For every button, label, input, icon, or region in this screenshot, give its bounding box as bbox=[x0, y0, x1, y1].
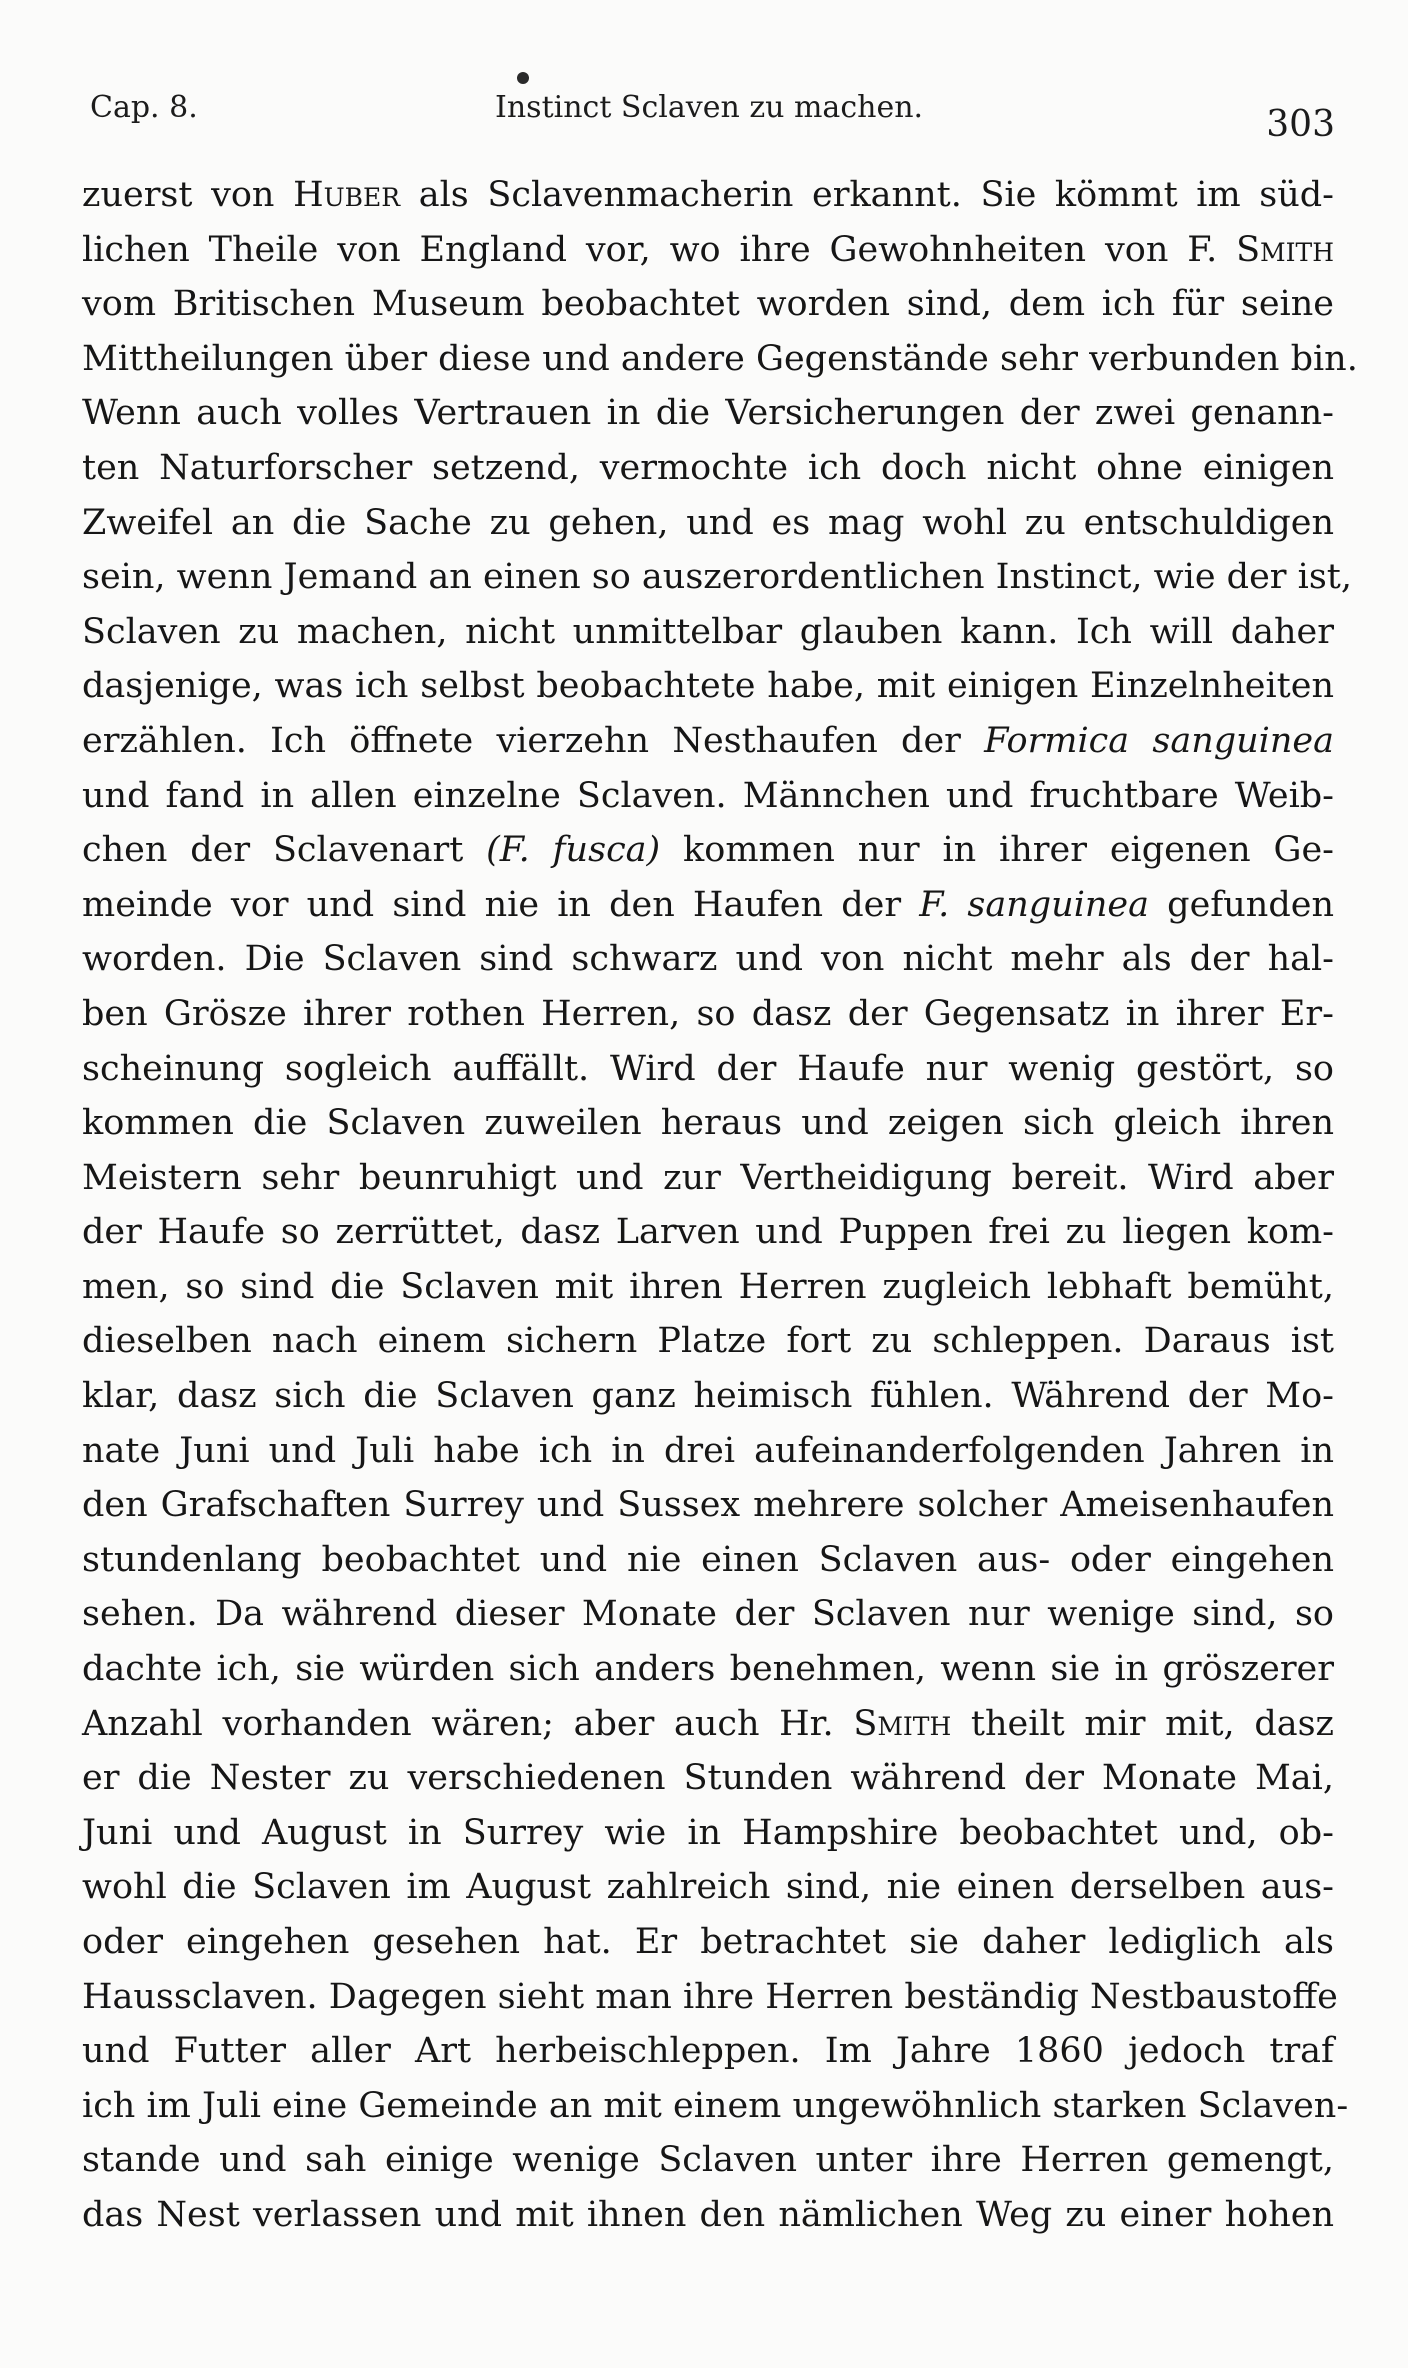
text-line bbox=[82, 332, 1358, 387]
text-run: stande und sah einige wenige Sclaven unter ihre Herren gemengt, bbox=[82, 2140, 1334, 2181]
text-line bbox=[82, 1260, 1334, 1315]
text-line bbox=[82, 1751, 1334, 1806]
author-name: Huber bbox=[293, 175, 401, 215]
text-line bbox=[82, 277, 1334, 332]
text-run: und fand in allen einzelne Sclaven. Männchen und fruchtbare Weib- bbox=[82, 775, 1334, 816]
text-run: vom Britischen Museum beobachtet worden sind, dem ich für seine bbox=[82, 284, 1334, 325]
author-name: Smith bbox=[1236, 229, 1334, 270]
text-line bbox=[82, 878, 1334, 933]
text-run: Zweifel an die Sache zu gehen, und es mag wohl zu entschuldigen bbox=[82, 502, 1334, 543]
text-line bbox=[82, 386, 1334, 441]
text-run: erzählen. Ich öffnete vierzehn Nesthaufen der bbox=[82, 720, 985, 761]
text-run: lichen Theile von England vor, wo ihre Gewohnheiten von F. bbox=[82, 229, 1237, 270]
text-run: meinde vor und sind nie in den Haufen der bbox=[82, 884, 920, 925]
text-line bbox=[82, 1697, 1334, 1752]
text-run: Mittheilungen über diese und andere Gegenstände sehr verbunden bin. bbox=[82, 338, 1358, 379]
text-run: kommen die Sclaven zuweilen heraus und zeigen sich gleich ihren bbox=[82, 1103, 1334, 1144]
text-line bbox=[82, 496, 1334, 551]
text-line bbox=[82, 1478, 1334, 1533]
text-run: scheinung sogleich auffällt. Wird der Haufe nur wenig gestört, so bbox=[82, 1048, 1334, 1089]
text-run: dachte ich, sie würden sich anders benehmen, wenn sie in gröszerer bbox=[82, 1649, 1334, 1690]
text-line bbox=[82, 550, 1352, 605]
text-run: ten Naturforscher setzend, vermochte ich doch nicht ohne einigen bbox=[82, 447, 1334, 488]
text-run: Haussclaven. Dagegen sieht man ihre Herren beständig Nestbaustoffe bbox=[82, 1976, 1338, 2017]
text-line bbox=[82, 1970, 1338, 2025]
text-run: kommen nur in ihrer eigenen Ge- bbox=[660, 830, 1334, 871]
text-line bbox=[82, 932, 1334, 987]
text-run: oder eingehen gesehen hat. Er betrachtet sie daher lediglich als bbox=[82, 1922, 1334, 1962]
text-line bbox=[82, 1533, 1334, 1588]
text-line bbox=[82, 1642, 1334, 1697]
author-name: Smith bbox=[853, 1703, 952, 1744]
text-run: worden. Die Sclaven sind schwarz und von nicht mehr als der hal- bbox=[82, 939, 1334, 980]
text-line bbox=[82, 1860, 1334, 1915]
chapter-label: Cap. 8. bbox=[90, 90, 198, 125]
text-run: dasjenige, was ich selbst beobachtete habe, mit einigen Einzelnheiten bbox=[82, 666, 1334, 707]
text-run: gefunden bbox=[1149, 884, 1334, 925]
text-line bbox=[82, 1369, 1334, 1424]
ink-speck bbox=[517, 72, 529, 84]
text-line bbox=[82, 769, 1334, 824]
italic-term: Formica sanguinea bbox=[984, 720, 1334, 761]
body-text bbox=[82, 168, 1358, 2243]
text-line bbox=[82, 1314, 1334, 1369]
text-run: men, so sind die Sclaven mit ihren Herren zugleich lebhaft bemüht, bbox=[82, 1266, 1334, 1307]
text-line bbox=[82, 1151, 1334, 1206]
text-run: Wenn auch volles Vertrauen in die Versicherungen der zwei genann- bbox=[82, 393, 1334, 434]
text-run: ich im Juli eine Gemeinde an mit einem ungewöhnlich starken Sclaven- bbox=[82, 2085, 1349, 2126]
text-run: wohl die Sclaven im August zahlreich sind, nie einen derselben aus- bbox=[82, 1867, 1334, 1908]
text-run: ben Grösze ihrer rothen Herren, so dasz der Gegensatz in ihrer Er- bbox=[82, 993, 1334, 1034]
text-run: Anzahl vorhanden wären; aber auch Hr. bbox=[82, 1703, 854, 1744]
text-run: und Futter aller Art herbeischleppen. Im Jahre 1860 jedoch traf bbox=[82, 2031, 1334, 2072]
text-run: dieselben nach einem sichern Platze fort zu schleppen. Daraus ist bbox=[82, 1321, 1334, 1362]
italic-term: F. sanguinea bbox=[919, 884, 1150, 925]
text-run: sehen. Da während dieser Monate der Sclaven nur wenige sind, so bbox=[82, 1594, 1334, 1635]
italic-term: (F. fusca) bbox=[486, 830, 661, 871]
running-title: Instinct Sclaven zu machen. bbox=[495, 90, 924, 125]
running-header bbox=[90, 86, 1335, 146]
text-line bbox=[82, 1806, 1334, 1861]
text-run: theilt mir mit, dasz bbox=[951, 1703, 1335, 1744]
text-run: er die Nester zu verschiedenen Stunden während der Monate Mai, bbox=[82, 1758, 1334, 1799]
text-run: Juni und August in Surrey wie in Hampshire beobachtet und, ob- bbox=[82, 1812, 1334, 1853]
text-line bbox=[82, 223, 1334, 278]
text-run: zuerst von bbox=[82, 175, 294, 215]
text-run: das Nest verlassen und mit ihnen den nämlichen Weg zu einer hohen bbox=[82, 2194, 1334, 2235]
text-line bbox=[82, 2079, 1349, 2134]
text-line bbox=[82, 823, 1334, 878]
text-line bbox=[82, 1915, 1334, 1970]
text-line bbox=[82, 1424, 1334, 1479]
text-run: chen der Sclavenart bbox=[82, 830, 487, 871]
text-line bbox=[82, 2188, 1334, 2243]
text-line bbox=[82, 987, 1334, 1042]
text-line bbox=[82, 1096, 1334, 1151]
text-line bbox=[82, 1042, 1334, 1097]
text-line bbox=[82, 659, 1334, 714]
text-line bbox=[82, 714, 1334, 769]
text-run: Sclaven zu machen, nicht unmittelbar glauben kann. Ich will daher bbox=[82, 611, 1334, 652]
text-line bbox=[82, 1587, 1334, 1642]
text-line bbox=[82, 441, 1334, 496]
text-run: der Haufe so zerrüttet, dasz Larven und Puppen frei zu liegen kom- bbox=[82, 1212, 1334, 1253]
text-run: den Grafschaften Surrey und Sussex mehrere solcher Ameisenhaufen bbox=[82, 1485, 1334, 1526]
text-run: sein, wenn Jemand an einen so auszerordentlichen Instinct, wie der ist, bbox=[82, 557, 1352, 598]
text-line bbox=[82, 2024, 1334, 2079]
text-line bbox=[82, 168, 1334, 223]
text-run: nate Juni und Juli habe ich in drei aufeinanderfolgenden Jahren in bbox=[82, 1430, 1334, 1471]
text-line bbox=[82, 2133, 1334, 2188]
text-run: stundenlang beobachtet und nie einen Sclaven aus- oder eingehen bbox=[82, 1539, 1334, 1580]
text-run: als Sclavenmacherin erkannt. Sie kömmt im süd- bbox=[400, 175, 1334, 215]
text-run: klar, dasz sich die Sclaven ganz heimisch fühlen. Während der Mo- bbox=[82, 1376, 1334, 1417]
text-line bbox=[82, 1205, 1334, 1260]
text-line bbox=[82, 605, 1334, 660]
page-number: 303 bbox=[1266, 104, 1335, 145]
text-run: Meistern sehr beunruhigt und zur Vertheidigung bereit. Wird aber bbox=[82, 1157, 1334, 1198]
